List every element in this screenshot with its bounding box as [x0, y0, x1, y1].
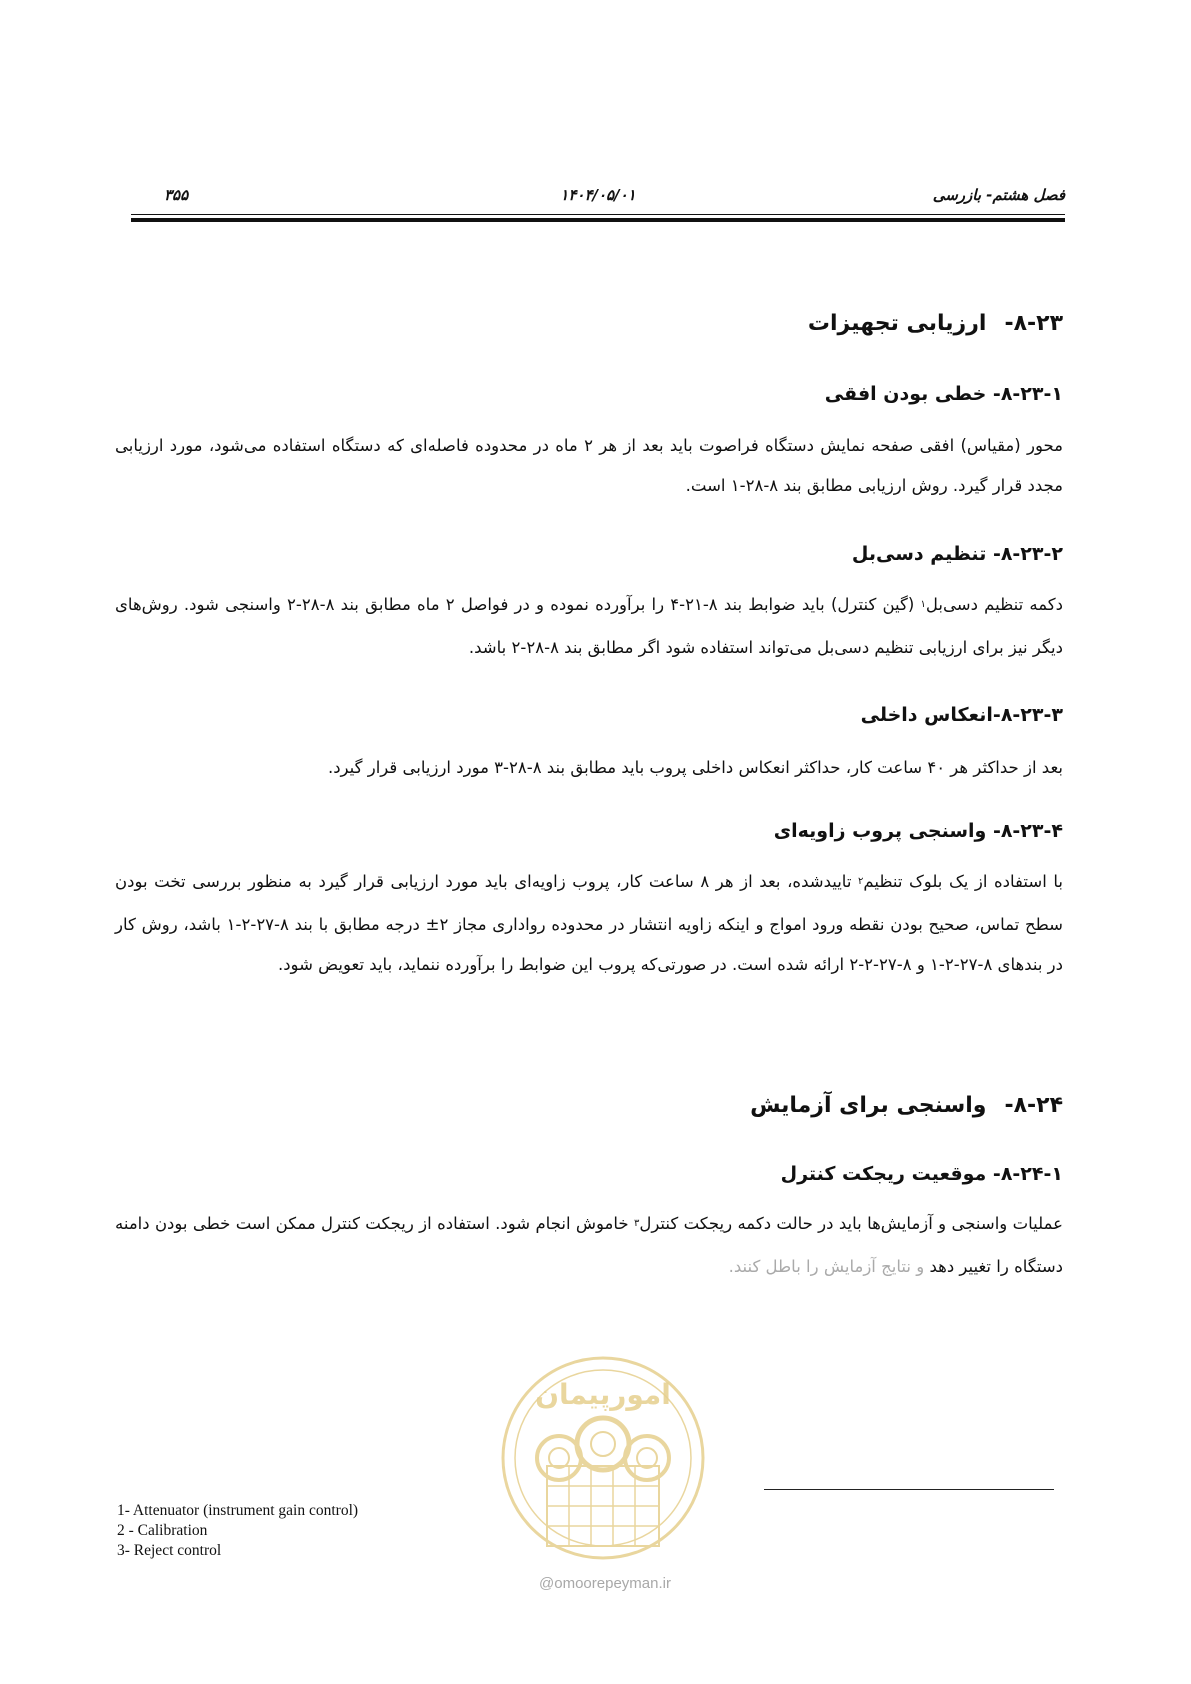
watermark-logo-text: امورپیمان	[535, 1378, 671, 1411]
footnote-1: 1- Attenuator (instrument gain control)	[117, 1502, 359, 1519]
paragraph-text: عملیات واسنجی و آزمایش‌ها باید در حالت دکمه ریجکت کنترل	[639, 1214, 1063, 1233]
footnotes	[117, 1501, 517, 1561]
subsection-heading-8-24-1: ۸-۲۴-۱- موقعیت ریجکت کنترل	[780, 1163, 1063, 1185]
footnote-ref-2: ۲	[858, 876, 864, 887]
section-heading-8-23	[115, 311, 1063, 336]
paragraph-8-24-1	[115, 1204, 1063, 1287]
section-title: واسنجی برای آزمایش	[750, 1093, 987, 1118]
paragraph-text: (گین کنترل) باید ضوابط بند ۸-۲۱-۴ را برآورده نموده و در فواصل ۲ ماه مطابق بند ۸-۲۸-۲ واسنجی شود. روش‌های دیگر نیز برای ارزیابی تنظیم دسی‌بل می‌تواند استفاده شود اگر مطابق بند ۸-۲۸-۲ باشد.	[115, 595, 1063, 657]
page-header	[131, 186, 1065, 208]
paragraph-text: تاییدشده، بعد از هر ۸ ساعت کار، پروب زاویه‌ای باید مورد ارزیابی قرار گیرد به منظور بررسی تخت بودن سطح تماس، صحیح بودن نقطه ورود امواج و اینکه زاویه انتشار در محدوده رواداری مجاز ۲± درجه مطابق با بند ۸-۲۷-۲-۱ باشد، روش کار در بندهای ۸-۲۷-۲-۱ و ۸-۲۷-۲-۲ ارائه شده است. در صورتی‌که پروب این ضوابط را برآورده ننماید، باید تعویض شود.	[115, 872, 1063, 974]
subsection-heading-8-23-3: ۸-۲۳-۳-انعکاس داخلی	[860, 704, 1063, 726]
paragraph-text: با استفاده از یک بلوک تنظیم	[863, 872, 1063, 891]
footnote-rule	[764, 1489, 1054, 1490]
subsection-heading-8-23-1: ۸-۲۳-۱- خطی بودن افقی	[824, 383, 1063, 405]
footnote-3: 3- Reject control	[117, 1542, 222, 1559]
paragraph-text: دکمه تنظیم دسی‌بل	[925, 595, 1063, 614]
footnote-2: 2 - Calibration	[117, 1522, 208, 1539]
header-rule-thin	[131, 214, 1065, 215]
header-rule-thick	[131, 218, 1065, 222]
subsection-heading-8-23-4: ۸-۲۳-۴- واسنجی پروب زاویه‌ای	[773, 820, 1063, 842]
paragraph-8-23-4	[115, 862, 1063, 985]
subsection-heading-8-23-2: ۸-۲۳-۲- تنظیم دسی‌بل	[851, 543, 1063, 565]
section-number: ۸-۲۳-	[1004, 311, 1063, 336]
watermark-url: @omoorepeyman.ir	[539, 1575, 671, 1592]
section-title: ارزیابی تجهیزات	[807, 311, 987, 336]
section-heading-8-24	[115, 1093, 1063, 1118]
footnote-ref-3: ۳	[633, 1218, 640, 1229]
footnote-ref-1: ۱	[920, 599, 926, 610]
page-number: ۳۵۵	[164, 186, 189, 204]
section-number: ۸-۲۴-	[1004, 1093, 1063, 1118]
chapter-title: فصل هشتم- بازرسی	[932, 186, 1065, 204]
paragraph-8-23-3: بعد از حداکثر هر ۴۰ ساعت کار، حداکثر انعکاس داخلی پروب باید مطابق بند ۸-۲۸-۳ مورد ارزیابی قرار گیرد.	[327, 758, 1063, 777]
header-date: ۱۴۰۴/۰۵/۰۱	[560, 186, 636, 204]
paragraph-8-23-1: محور (مقیاس) افقی صفحه نمایش دستگاه فراصوت باید بعد از هر ۲ ماه در محدوده فاصله‌ای که دستگاه استفاده می‌شود، مورد ارزیابی مجدد قرار گیرد. روش ارزیابی مطابق بند ۸-۲۸-۱ است.	[115, 436, 1063, 495]
paragraph-8-23-2	[115, 585, 1063, 668]
paragraph-text: خاموش انجام شود. استفاده از ریجکت کنترل ممکن است خطی بودن دامنه دستگاه را تغییر دهد	[115, 1214, 1063, 1276]
watermark-logo	[487, 1346, 719, 1568]
paragraph-text-faded: و نتایج آزمایش را باطل کنند.	[728, 1257, 930, 1276]
